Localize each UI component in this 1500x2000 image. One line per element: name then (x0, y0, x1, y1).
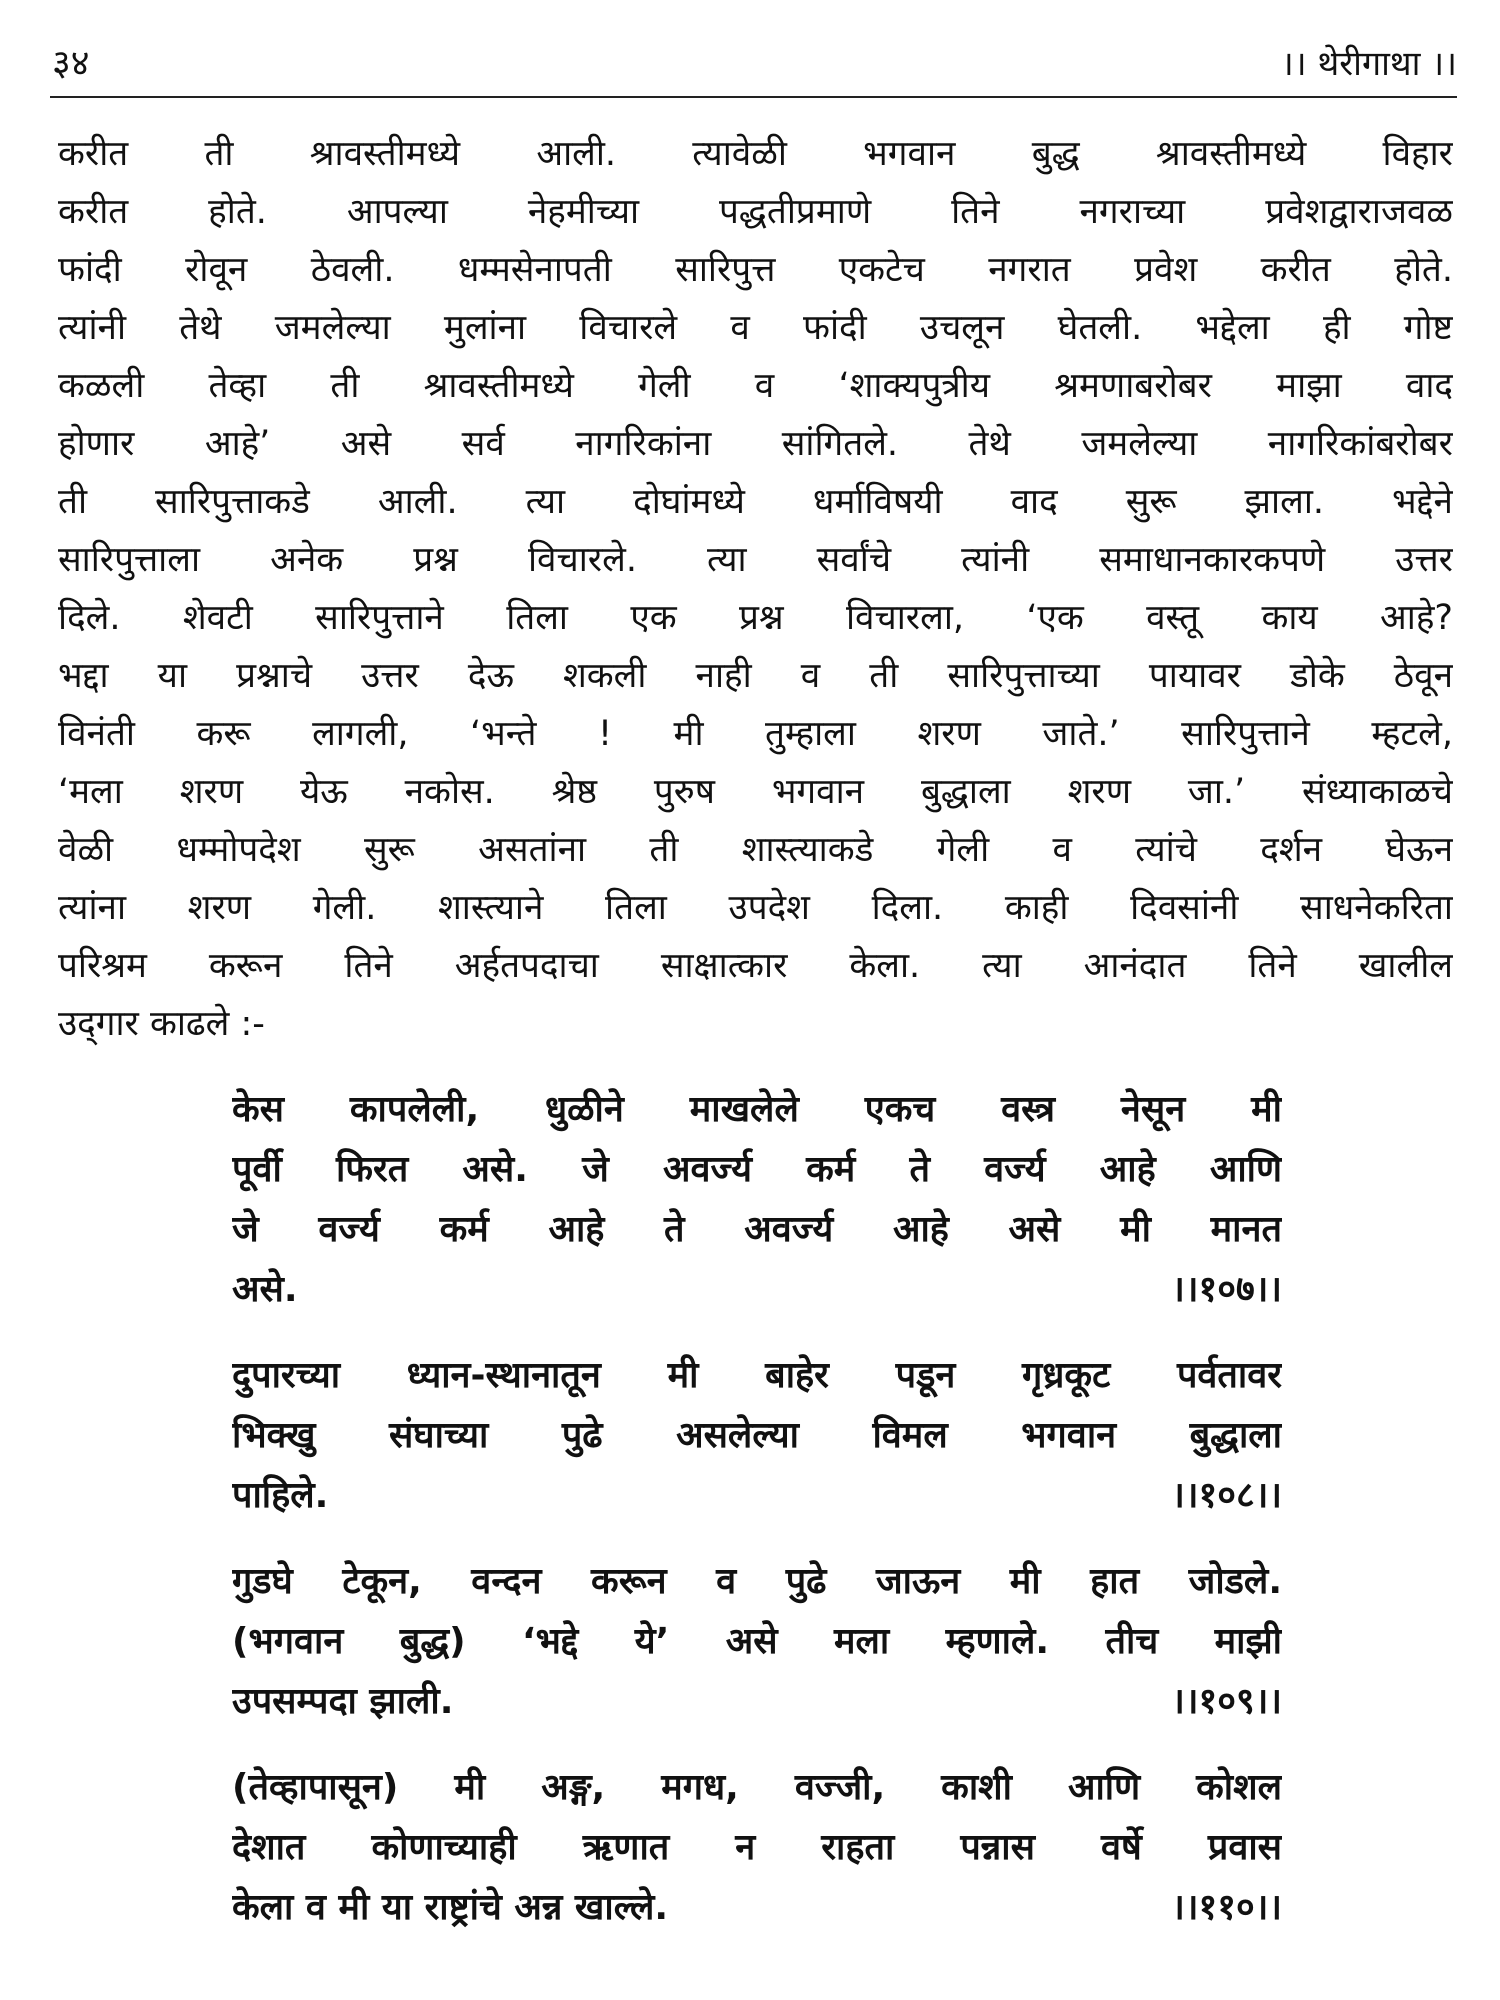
verse-108 (232, 1346, 1282, 1526)
page-header (52, 34, 1457, 96)
page-number: ३४ (52, 43, 90, 84)
prose-line: त्यांनी तेथे जमलेल्या मुलांना विचारले व फांदी उचलून घेतली. भद्देला ही गोष्ट (58, 308, 1453, 348)
verse-last-line (232, 1672, 1282, 1732)
prose-line: वेळी धम्मोपदेश सुरू असतांना ती शास्त्याकडे गेली व त्यांचे दर्शन घेऊन (58, 830, 1453, 870)
verse-line-text: असे. (232, 1269, 298, 1310)
prose-line: फांदी रोवून ठेवली. धम्मसेनापती सारिपुत्त एकटेच नगरात प्रवेश करीत होते. (58, 250, 1453, 290)
verse-line: केस कापलेली, धुळीने माखलेले एकच वस्त्र नेसून मी (232, 1089, 1282, 1130)
verse-number: ।।११०।। (1171, 1887, 1282, 1928)
prose-line: ‘मला शरण येऊ नकोस. श्रेष्ठ पुरुष भगवान बुद्धाला शरण जा.’ संध्याकाळचे (58, 772, 1453, 812)
verse-107 (232, 1080, 1282, 1320)
verse-line: दुपारच्या ध्यान-स्थानातून मी बाहेर पडून गृध्रकूट पर्वतावर (232, 1355, 1282, 1396)
prose-line: कळली तेव्हा ती श्रावस्तीमध्ये गेली व ‘शाक्यपुत्रीय श्रमणाबरोबर माझा वाद (58, 366, 1453, 406)
prose-line: परिश्रम करून तिने अर्हतपदाचा साक्षात्कार केला. त्या आनंदात तिने खालील (58, 946, 1453, 986)
prose-line: त्यांना शरण गेली. शास्त्याने तिला उपदेश दिला. काही दिवसांनी साधनेकरिता (58, 888, 1453, 928)
prose-line: विनंती करू लागली, ‘भन्ते ! मी तुम्हाला शरण जाते.’ सारिपुत्ताने म्हटले, (58, 714, 1453, 754)
verse-line: गुडघे टेकून, वन्दन करून व पुढे जाऊन मी हात जोडले. (232, 1561, 1282, 1602)
verse-110 (232, 1758, 1282, 1938)
verse-number: ।।१०७।। (1171, 1269, 1282, 1310)
prose-line: होणार आहे’ असे सर्व नागरिकांना सांगितले. तेथे जमलेल्या नागरिकांबरोबर (58, 424, 1453, 464)
verse-last-line (232, 1260, 1282, 1320)
prose-line: भद्दा या प्रश्नाचे उत्तर देऊ शकली नाही व ती सारिपुत्ताच्या पायावर डोके ठेवून (58, 656, 1453, 696)
verse-line: देशात कोणाच्याही ऋणात न राहता पन्नास वर्षे प्रवास (232, 1827, 1282, 1868)
verse-number: ।।१०८।। (1171, 1475, 1282, 1516)
verse-line-text: उपसम्पदा झाली. (232, 1681, 454, 1722)
verse-line-text: पाहिले. (232, 1475, 329, 1516)
prose-line: सारिपुत्ताला अनेक प्रश्न विचारले. त्या सर्वांचे त्यांनी समाधानकारकपणे उत्तर (58, 540, 1453, 580)
verse-last-line (232, 1878, 1282, 1938)
verse-line: पूर्वी फिरत असे. जे अवर्ज्य कर्म ते वर्ज्य आहे आणि (232, 1149, 1282, 1190)
verse-last-line (232, 1466, 1282, 1526)
prose-body (58, 125, 1453, 1053)
verse-109 (232, 1552, 1282, 1732)
verse-line: जे वर्ज्य कर्म आहे ते अवर्ज्य आहे असे मी मानत (232, 1209, 1282, 1250)
running-title: ।। थेरीगाथा ।। (1280, 44, 1457, 84)
prose-line: उद्‍गार काढले :- (58, 1004, 265, 1044)
verse-line: भिक्खु संघाच्या पुढे असलेल्या विमल भगवान बुद्धाला (232, 1415, 1282, 1456)
verse-line-text: केला व मी या राष्ट्रांचे अन्न खाल्ले. (232, 1887, 669, 1928)
verse-number: ।।१०९।। (1171, 1681, 1282, 1722)
verse-line: (भगवान बुद्ध) ‘भद्दे ये’ असे मला म्हणाले. तीच माझी (232, 1621, 1282, 1662)
header-rule (50, 96, 1457, 98)
prose-line: करीत होते. आपल्या नेहमीच्या पद्धतीप्रमाणे तिने नगराच्या प्रवेशद्वाराजवळ (58, 192, 1453, 232)
prose-line: ती सारिपुत्ताकडे आली. त्या दोघांमध्ये धर्माविषयी वाद सुरू झाला. भद्देने (58, 482, 1453, 522)
verse-section (232, 1080, 1282, 1964)
prose-line: दिले. शेवटी सारिपुत्ताने तिला एक प्रश्न विचारला, ‘एक वस्तू काय आहे? (58, 598, 1453, 638)
verse-line: (तेव्हापासून) मी अङ्ग, मगध, वज्जी, काशी आणि कोशल (232, 1767, 1282, 1808)
prose-line: करीत ती श्रावस्तीमध्ये आली. त्यावेळी भगवान बुद्ध श्रावस्तीमध्ये विहार (58, 134, 1453, 174)
